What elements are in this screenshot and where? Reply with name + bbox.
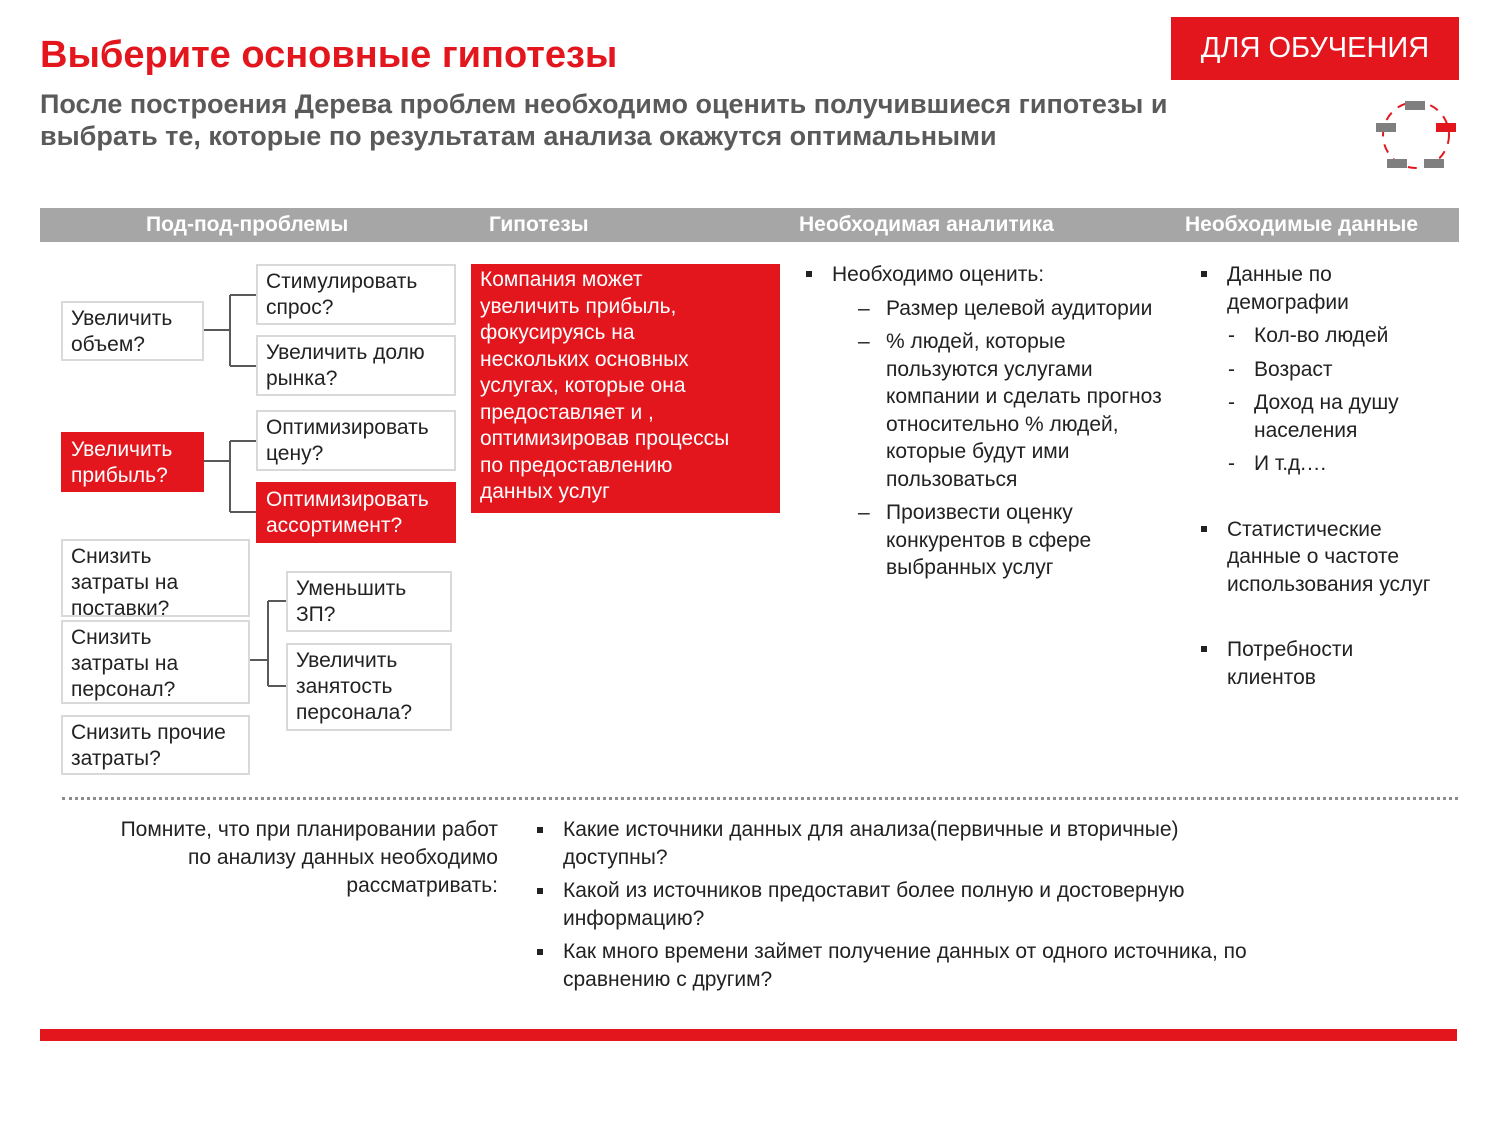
node-text: ассортимент? <box>266 514 403 537</box>
dash-bullet: – <box>858 296 870 320</box>
data-line: клиентов <box>1227 665 1316 689</box>
bullet-square <box>1201 271 1207 277</box>
node-text: Снизить <box>71 626 152 649</box>
analytics-item <box>806 295 1196 323</box>
data-subitem <box>1201 389 1461 444</box>
question-line: Какие источники данных для анализа(первичные и вторичные) <box>563 818 1179 841</box>
bullet-square <box>1201 646 1207 652</box>
data-group-statistics <box>1201 516 1461 599</box>
tree-node-optimize-price <box>256 410 456 471</box>
data-line: данные о частоте <box>1227 545 1400 568</box>
analytics-item-line: выбранных услуг <box>886 556 1054 579</box>
data-line: Статистические <box>1227 517 1382 541</box>
data-line: Потребности <box>1227 638 1354 661</box>
node-text: затраты? <box>71 747 161 770</box>
subtitle-line: выбрать те, которые по результатам анализа окажутся оптимальными <box>40 121 997 151</box>
question-line: Какой из источников предоставит более полную и достоверную <box>563 879 1185 902</box>
data-subitem <box>1201 450 1461 478</box>
node-text: Оптимизировать <box>266 488 429 511</box>
data-line: Кол-во людей <box>1254 324 1389 347</box>
node-text: прибыль? <box>71 464 168 487</box>
node-text: рынка? <box>266 367 338 390</box>
node-text: Увеличить <box>296 649 398 672</box>
data-subitem <box>1201 356 1461 384</box>
analytics-item-line: % людей, которые <box>886 330 1066 353</box>
question-line: доступны? <box>563 846 668 869</box>
analytics-item-line: пользоваться <box>886 467 1018 491</box>
bullet-square <box>537 827 543 833</box>
hypothesis-line: оптимизировав процессы <box>480 427 730 450</box>
node-text: поставки? <box>71 597 170 620</box>
node-text: Уменьшить <box>296 577 407 600</box>
dash-bullet: – <box>858 330 870 353</box>
dash-bullet: - <box>1228 324 1235 347</box>
header-sub-problems: Под-под-проблемы <box>146 213 349 236</box>
data-line: использования услуг <box>1227 572 1431 596</box>
analytics-item-line: конкурентов в сфере <box>886 528 1092 552</box>
question-line: сравнению с другим? <box>563 968 773 991</box>
node-text: Увеличить <box>71 438 173 461</box>
hypothesis-line: фокусируясь на <box>480 321 635 344</box>
node-text: Оптимизировать <box>266 416 429 439</box>
bullet-square <box>537 888 543 894</box>
header-analytics: Необходимая аналитика <box>799 213 1054 236</box>
data-subitem <box>1201 322 1461 350</box>
dash-bullet: – <box>858 501 870 524</box>
cycle-icon <box>1372 96 1460 174</box>
question-item <box>537 938 1377 994</box>
hypothesis-line: увеличить прибыль, <box>480 294 677 318</box>
hypothesis-line: нескольких основных <box>480 347 689 371</box>
bullet-square <box>537 949 543 955</box>
reminder-line: Помните, что при планировании работ <box>120 818 498 841</box>
questions-list <box>537 816 1377 994</box>
node-text: Снизить прочие <box>71 721 226 744</box>
dash-bullet: - <box>1228 391 1235 414</box>
tree-node-optimize-assortment <box>256 482 456 543</box>
bullet-square <box>1201 526 1207 532</box>
hypothesis-line: по предоставлению <box>480 453 673 477</box>
dash-bullet: - <box>1228 357 1235 381</box>
question-line: информацию? <box>563 907 705 930</box>
hypothesis-line: предоставляет и , <box>480 400 654 424</box>
node-text: Стимулировать <box>266 270 418 293</box>
hypothesis-box <box>471 264 780 513</box>
analytics-column <box>806 261 1196 582</box>
data-line: Данные по <box>1227 263 1332 286</box>
header-hypotheses: Гипотезы <box>489 213 589 236</box>
node-text: Увеличить <box>71 307 173 330</box>
analytics-item-line: которые будут ими <box>886 440 1070 463</box>
tree-node-stimulate-demand <box>256 264 456 325</box>
node-text: затраты на <box>71 652 179 675</box>
question-line: Как много времени займет получение данных от одного источника, по <box>563 940 1247 963</box>
question-item <box>537 816 1377 872</box>
analytics-item-line: компании и сделать прогноз <box>886 385 1162 408</box>
page-title: Выберите основные гипотезы <box>40 34 618 76</box>
page-subtitle <box>40 88 1300 152</box>
node-text: ЗП? <box>296 603 336 626</box>
tree-node-reduce-staff-costs <box>61 620 250 704</box>
node-text: Снизить <box>71 545 152 568</box>
training-badge: ДЛЯ ОБУЧЕНИЯ <box>1171 17 1459 80</box>
node-text: спрос? <box>266 296 334 319</box>
analytics-lead-text: Необходимо оценить: <box>832 263 1045 286</box>
node-text: затраты на <box>71 571 179 594</box>
data-line: И т.д.… <box>1254 452 1328 475</box>
data-line: Возраст <box>1254 357 1333 381</box>
data-line: демографии <box>1227 290 1349 314</box>
node-text: занятость <box>296 675 393 698</box>
tree-node-reduce-other-costs <box>61 715 250 775</box>
question-item <box>537 877 1377 933</box>
data-line: населения <box>1254 418 1358 442</box>
analytics-lead <box>806 261 1196 289</box>
data-group-needs <box>1201 636 1461 691</box>
node-text: персонала? <box>296 701 413 724</box>
node-text: объем? <box>71 333 145 356</box>
data-column <box>1201 261 1461 691</box>
analytics-item <box>806 328 1196 493</box>
analytics-item <box>806 499 1196 582</box>
tree-node-increase-market-share <box>256 335 456 396</box>
reminder-line: рассматривать: <box>346 874 498 897</box>
data-line: Доход на душу <box>1254 391 1399 414</box>
dotted-separator <box>62 797 1458 800</box>
reminder-line: по анализу данных необходимо <box>188 846 498 869</box>
analytics-item-line: относительно % людей, <box>886 412 1119 436</box>
subtitle-line: После построения Дерева проблем необходимо оценить получившиеся гипотезы и <box>40 89 1168 119</box>
bullet-square <box>806 271 812 277</box>
node-text: цену? <box>266 442 324 465</box>
analytics-item-line: пользуются услугами <box>886 357 1093 381</box>
bottom-accent-bar <box>40 1029 1457 1041</box>
node-text: Увеличить долю <box>266 341 425 364</box>
header-data: Необходимые данные <box>1185 213 1419 236</box>
tree-node-increase-staff-load <box>286 643 452 731</box>
tree-node-reduce-salary <box>286 571 452 632</box>
tree-node-reduce-supply-costs <box>61 539 250 620</box>
tree-node-increase-volume <box>61 301 204 361</box>
hypothesis-line: данных услуг <box>480 480 610 503</box>
analytics-item-line: Размер целевой аудитории <box>886 296 1153 320</box>
reminder-text <box>60 816 498 900</box>
data-group-demography <box>1201 261 1461 316</box>
node-text: персонал? <box>71 678 176 701</box>
analytics-item-line: Произвести оценку <box>886 501 1073 524</box>
dash-bullet: - <box>1228 452 1235 475</box>
hypothesis-line: Компания может <box>480 268 643 291</box>
hypothesis-line: услугах, которые она <box>480 374 686 397</box>
tree-node-increase-profit <box>61 432 204 492</box>
column-header-bar <box>40 208 1459 242</box>
